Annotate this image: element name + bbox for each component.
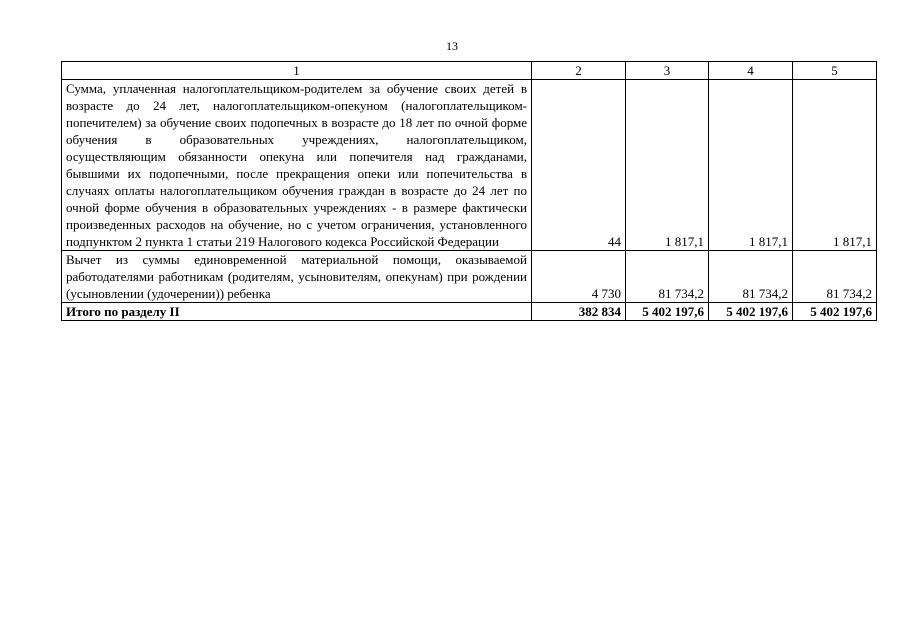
- header-col-1: 1: [62, 62, 532, 80]
- table-row: [62, 80, 877, 251]
- table-row: [62, 251, 877, 303]
- page-number: 13: [446, 39, 458, 53]
- row-value-col-4: 1 817,1: [709, 80, 793, 251]
- total-value-col-2: 382 834: [532, 303, 626, 321]
- row-value-col-4: 81 734,2: [709, 251, 793, 303]
- header-col-4: 4: [709, 62, 793, 80]
- total-label: Итого по разделу II: [62, 303, 532, 321]
- header-col-5: 5: [793, 62, 877, 80]
- report-table: [61, 61, 877, 321]
- total-row: [62, 303, 877, 321]
- header-col-2: 2: [532, 62, 626, 80]
- row-value-col-5: 81 734,2: [793, 251, 877, 303]
- row-value-col-5: 1 817,1: [793, 80, 877, 251]
- total-value-col-4: 5 402 197,6: [709, 303, 793, 321]
- row-value-col-2: 4 730: [532, 251, 626, 303]
- total-value-col-3: 5 402 197,6: [626, 303, 709, 321]
- row-value-col-3: 1 817,1: [626, 80, 709, 251]
- header-row: [62, 62, 877, 80]
- total-value-col-5: 5 402 197,6: [793, 303, 877, 321]
- row-value-col-3: 81 734,2: [626, 251, 709, 303]
- row-description: Сумма, уплаченная налогоплательщиком-родителем за обучение своих детей в возрасте до 24 лет, налогоплательщиком-опекуном (налогоплательщиком-попечителем) за обучение своих подопечных в возрасте до 18 лет по очной форме обучения в образовательных учреждениях, налогоплательщиком, осуществляющим обязанности опекуна или попечителя над гражданами, бывшими их подопечными, после прекращения опеки или попечительства в случаях оплаты налогоплательщиком обучения граждан в возрасте до 24 лет по очной форме обучения в образовательных учреждениях - в размере фактически произведенных расходов на обучение, но с учетом ограничения, установленного подпунктом 2 пункта 1 статьи 219 Налогового кодекса Российской Федерации: [62, 80, 532, 251]
- row-description: Вычет из суммы единовременной материальной помощи, оказываемой работодателями работникам (родителям, усыновителям, опекунам) при рождении (усыновлении (удочерении)) ребенка: [62, 251, 532, 303]
- row-value-col-2: 44: [532, 80, 626, 251]
- header-col-3: 3: [626, 62, 709, 80]
